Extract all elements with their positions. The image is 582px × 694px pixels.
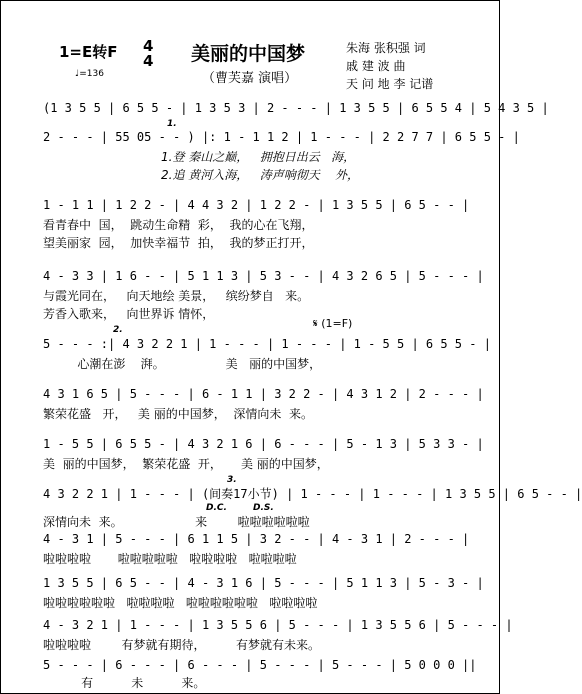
notation-line: 4 - 3 2 1 | 1 - - - | 1 3 5 5 6 | 5 - - - | 1 3 5 5 6 | 5 - - - | — [43, 618, 513, 632]
key-signature: 1=E转F — [59, 43, 118, 61]
lyric-line: 有 未 来。 — [43, 676, 206, 690]
lyric-line: 心潮在澎 湃。 美 丽的中国梦， — [43, 357, 322, 371]
ending-bracket-label: 1. — [167, 119, 177, 129]
lyric-line: 2.追 黄河入海， 涛声响彻天 外， — [161, 168, 359, 182]
notation-line: 4 - 3 1 | 5 - - - | 6 1 1 5 | 3 2 - - | 4 - 3 1 | 2 - - - | — [43, 532, 470, 546]
da-capo-mark: D.C. — [206, 503, 227, 513]
segno-sign: 𝄋 (1=F) — [313, 317, 353, 330]
transcriber-credit: 天 问 地 李 记谱 — [346, 77, 434, 91]
tempo-marking: ♩=136 — [75, 69, 104, 79]
notation-line: 5 - - - :| 4 3 2 2 1 | 1 - - - | 1 - - - | 1 - 5 5 | 6 5 5 - | — [43, 337, 491, 351]
performer-subtitle: （曹芙嘉 演唱） — [202, 71, 298, 86]
notation-line: 1 - 1 1 | 1 2 2 - | 4 4 3 2 | 1 2 2 - | 1 3 5 5 | 6 5 - - | — [43, 198, 470, 212]
lyric-line: 繁荣花盛 开， 美 丽的中国梦， 深情向未 来。 — [43, 407, 313, 421]
lyric-line: 啦啦啦啦 啦啦啦啦啦 啦啦啦啦 啦啦啦啦 — [43, 552, 297, 566]
notation-line: 1 3 5 5 | 6 5 - - | 4 - 3 1 6 | 5 - - - | 5 1 1 3 | 5 - 3 - | — [43, 576, 484, 590]
notation-line: (1 3 5 5 | 6 5 5 - | 1 3 5 3 | 2 - - - | 1 3 5 5 | 6 5 5 4 | 5 4 3 5 | — [43, 101, 549, 115]
lyric-line: 看青春中 国， 跳动生命精 彩， 我的心在飞翔， — [43, 218, 314, 232]
lyric-line: 1.登 秦山之巅， 拥抱日出云 海， — [161, 150, 356, 164]
dal-segno-mark: D.S. — [253, 503, 274, 513]
lyric-line: 芳香入歌来， 向世界诉 情怀， — [43, 307, 215, 321]
lyric-line: 与霞光同在， 向天地绘 美景， 缤纷梦自 来。 — [43, 289, 310, 303]
lyric-line: 深情向未 来。 来 啦啦啦啦啦啦 — [43, 515, 310, 529]
notation-line: 2 - - - | 55 05 - - ) |: 1 - 1 1 2 | 1 - - - | 2 2 7 7 | 6 5 5 - | — [43, 130, 520, 144]
lyricist-credit: 朱海 张积强 词 — [346, 41, 426, 55]
notation-line: 4 - 3 3 | 1 6 - - | 5 1 1 3 | 5 3 - - | 4 3 2 6 5 | 5 - - - | — [43, 269, 484, 283]
meter-top: 4 — [143, 37, 154, 55]
meter-bottom: 4 — [143, 52, 154, 70]
lyric-line: 啦啦啦啦啦啦 啦啦啦啦 啦啦啦啦啦啦 啦啦啦啦 — [43, 596, 318, 610]
notation-line: 1 - 5 5 | 6 5 5 - | 4 3 2 1 6 | 6 - - - | 5 - 1 3 | 5 3 3 - | — [43, 437, 484, 451]
notation-line: 4 3 1 6 5 | 5 - - - | 6 - 1 1 | 3 2 2 - | 4 3 1 2 | 2 - - - | — [43, 387, 484, 401]
song-title: 美丽的中国梦 — [191, 43, 306, 65]
composer-credit: 戚 建 波 曲 — [346, 59, 406, 73]
lyric-line: 美 丽的中国梦， 繁荣花盛 开， 美 丽的中国梦， — [43, 457, 329, 471]
time-signature — [143, 39, 153, 69]
notation-line: 5 - - - | 6 - - - | 6 - - - | 5 - - - | 5 - - - | 5 0 0 0 || — [43, 658, 477, 672]
notation-line: 4 3 2 2 1 | 1 - - - | (间奏17小节) | 1 - - - | 1 - - - | 1 3 5 5 | 6 5 - - | — [43, 487, 582, 501]
ending-bracket-label: 3. — [227, 475, 237, 485]
ending-bracket-label: 2. — [113, 325, 123, 335]
lyric-line: 望美丽家 园， 加快幸福节 拍， 我的梦正打开， — [43, 236, 314, 250]
lyric-line: 啦啦啦啦 有梦就有期待， 有梦就有未来。 — [43, 638, 321, 652]
